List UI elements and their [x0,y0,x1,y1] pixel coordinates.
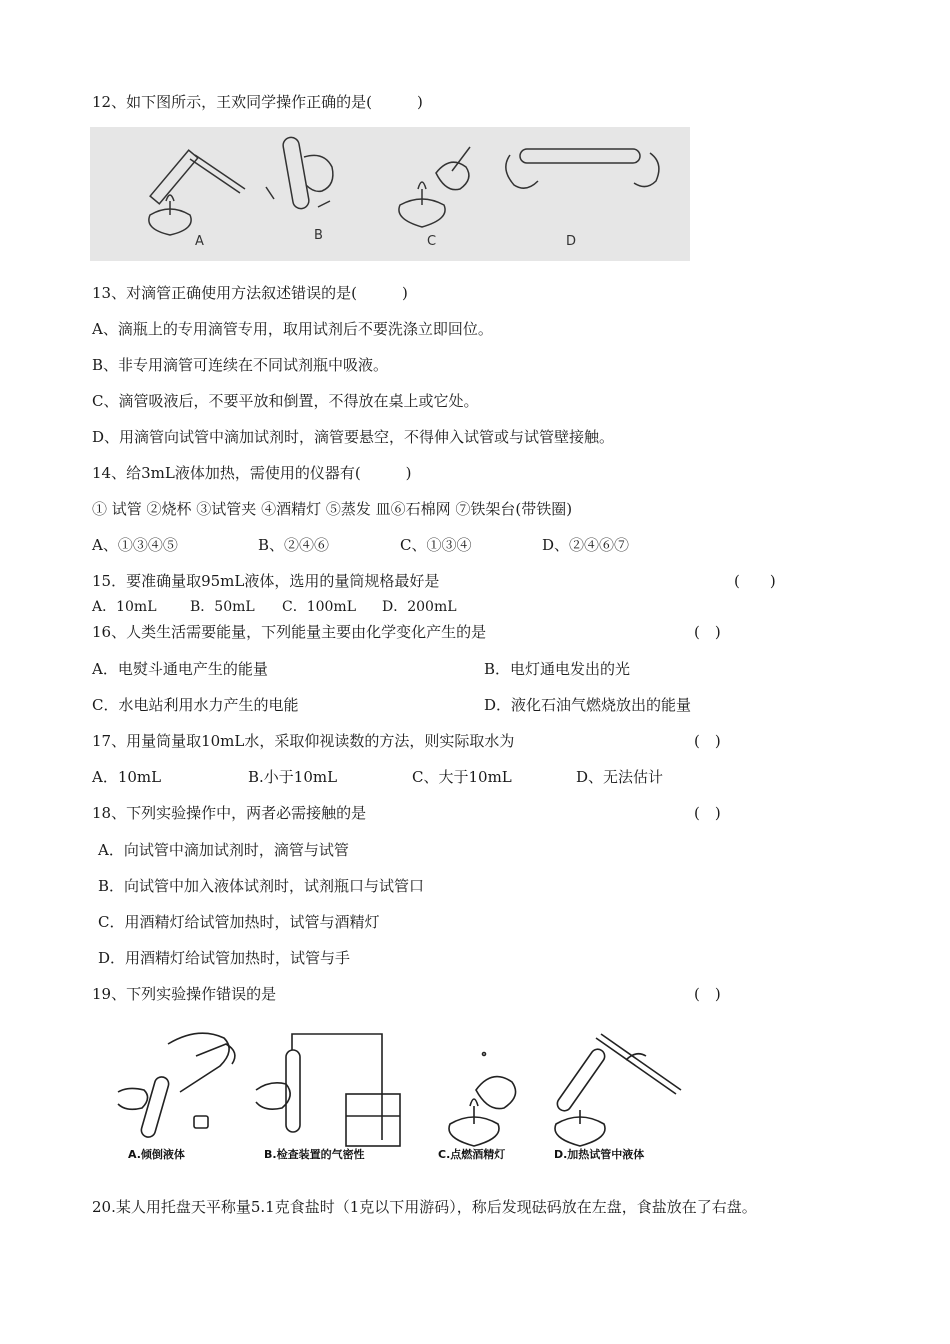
q17-option-b: B.小于10mL [248,768,338,786]
q19-caption-a: A.倾倒液体 [128,1148,185,1161]
q18-option-c: C．用酒精灯给试管加热时，试管与酒精灯 [98,913,380,931]
q17-option-a: A．10mL [92,768,162,786]
q18-option-b: B．向试管中加入液体试剂时，试剂瓶口与试管口 [98,877,425,895]
q15-option-b: B．50mL [190,599,255,615]
q16-option-a: A．电熨斗通电产生的能量 [92,660,268,678]
q16-answer-bracket: ( ) [694,623,721,641]
q12-label-d: D [566,234,577,249]
q18-option-d: D．用酒精灯给试管加热时，试管与手 [98,949,351,967]
q14-option-c: C、①③④ [400,536,472,554]
q16-option-b: B．电灯通电发出的光 [484,660,631,678]
q19-caption-d: D.加热试管中液体 [554,1148,645,1161]
q15-options [92,597,852,617]
q16-option-d: D．液化石油气燃烧放出的能量 [484,696,692,714]
q16-options-row1 [92,659,852,679]
q15-option-c: C．100mL [282,599,357,615]
q13-option-c: C、滴管吸液后，不要平放和倒置，不得放在桌上或它处。 [92,392,479,410]
q17-answer-bracket: ( ) [694,732,721,750]
q19-caption-c: C.点燃酒精灯 [438,1148,506,1161]
q18-option-a: A．向试管中滴加试剂时，滴管与试管 [98,841,349,859]
q14-option-d: D、②④⑥⑦ [542,536,630,554]
q12-label-b: B [314,228,323,243]
q12-text: 12、如下图所示，王欢同学操作正确的是( ) [92,93,423,111]
q17-options [92,767,852,787]
q19-answer-bracket: ( ) [694,985,721,1003]
q18-text: 18、下列实验操作中，两者必需接触的是 [92,804,367,822]
q14-options [92,535,852,555]
q20-text: 20.某人用托盘天平称量5.1克食盐时（1克以下用游码），称后发现砝码放在左盘，食盐放在了右盘。 [92,1198,757,1216]
q18-answer-bracket: ( ) [694,804,721,822]
q17-option-c: C、大于10mL [412,768,512,786]
q14-text: 14、给3mL液体加热，需使用的仪器有( ) [92,464,412,482]
q13-option-b: B、非专用滴管可连续在不同试剂瓶中吸液。 [92,356,389,374]
q13-option-a: A、滴瓶上的专用滴管专用，取用试剂后不要洗涤立即回位。 [92,320,493,338]
q12-label-a: A [195,234,204,249]
q12-figure [90,127,690,261]
q16-text: 16、人类生活需要能量，下列能量主要由化学变化产生的是 [92,623,487,641]
q14-items: ① 试管 ②烧杯 ③试管夹 ④酒精灯 ⑤蒸发 皿⑥石棉网 ⑦铁架台(带铁圈) [92,500,573,518]
q17-text: 17、用量筒量取10mL水，采取仰视读数的方法，则实际取水为 [92,732,515,750]
q13-text: 13、对滴管正确使用方法叙述错误的是( ) [92,284,408,302]
q15-option-a: A．10mL [92,599,157,615]
q17-option-d: D、无法估计 [576,768,664,786]
q15-answer-bracket: ( ) [734,572,776,590]
q15-option-d: D．200mL [382,599,457,615]
q12-label-c: C [427,234,437,249]
q15-text: 15．要准确量取95mL液体，选用的量筒规格最好是 [92,572,440,590]
q14-option-a: A、①③④⑤ [92,536,178,554]
q19-figure [96,1020,696,1166]
q19-text: 19、下列实验操作错误的是 [92,985,277,1003]
q16-option-c: C．水电站利用水力产生的电能 [92,696,299,714]
q13-option-d: D、用滴管向试管中滴加试剂时，滴管要悬空，不得伸入试管或与试管壁接触。 [92,428,615,446]
q16-options-row2 [92,695,852,715]
q19-caption-b: B.检查装置的气密性 [264,1148,365,1161]
q14-option-b: B、②④⑥ [258,536,330,554]
